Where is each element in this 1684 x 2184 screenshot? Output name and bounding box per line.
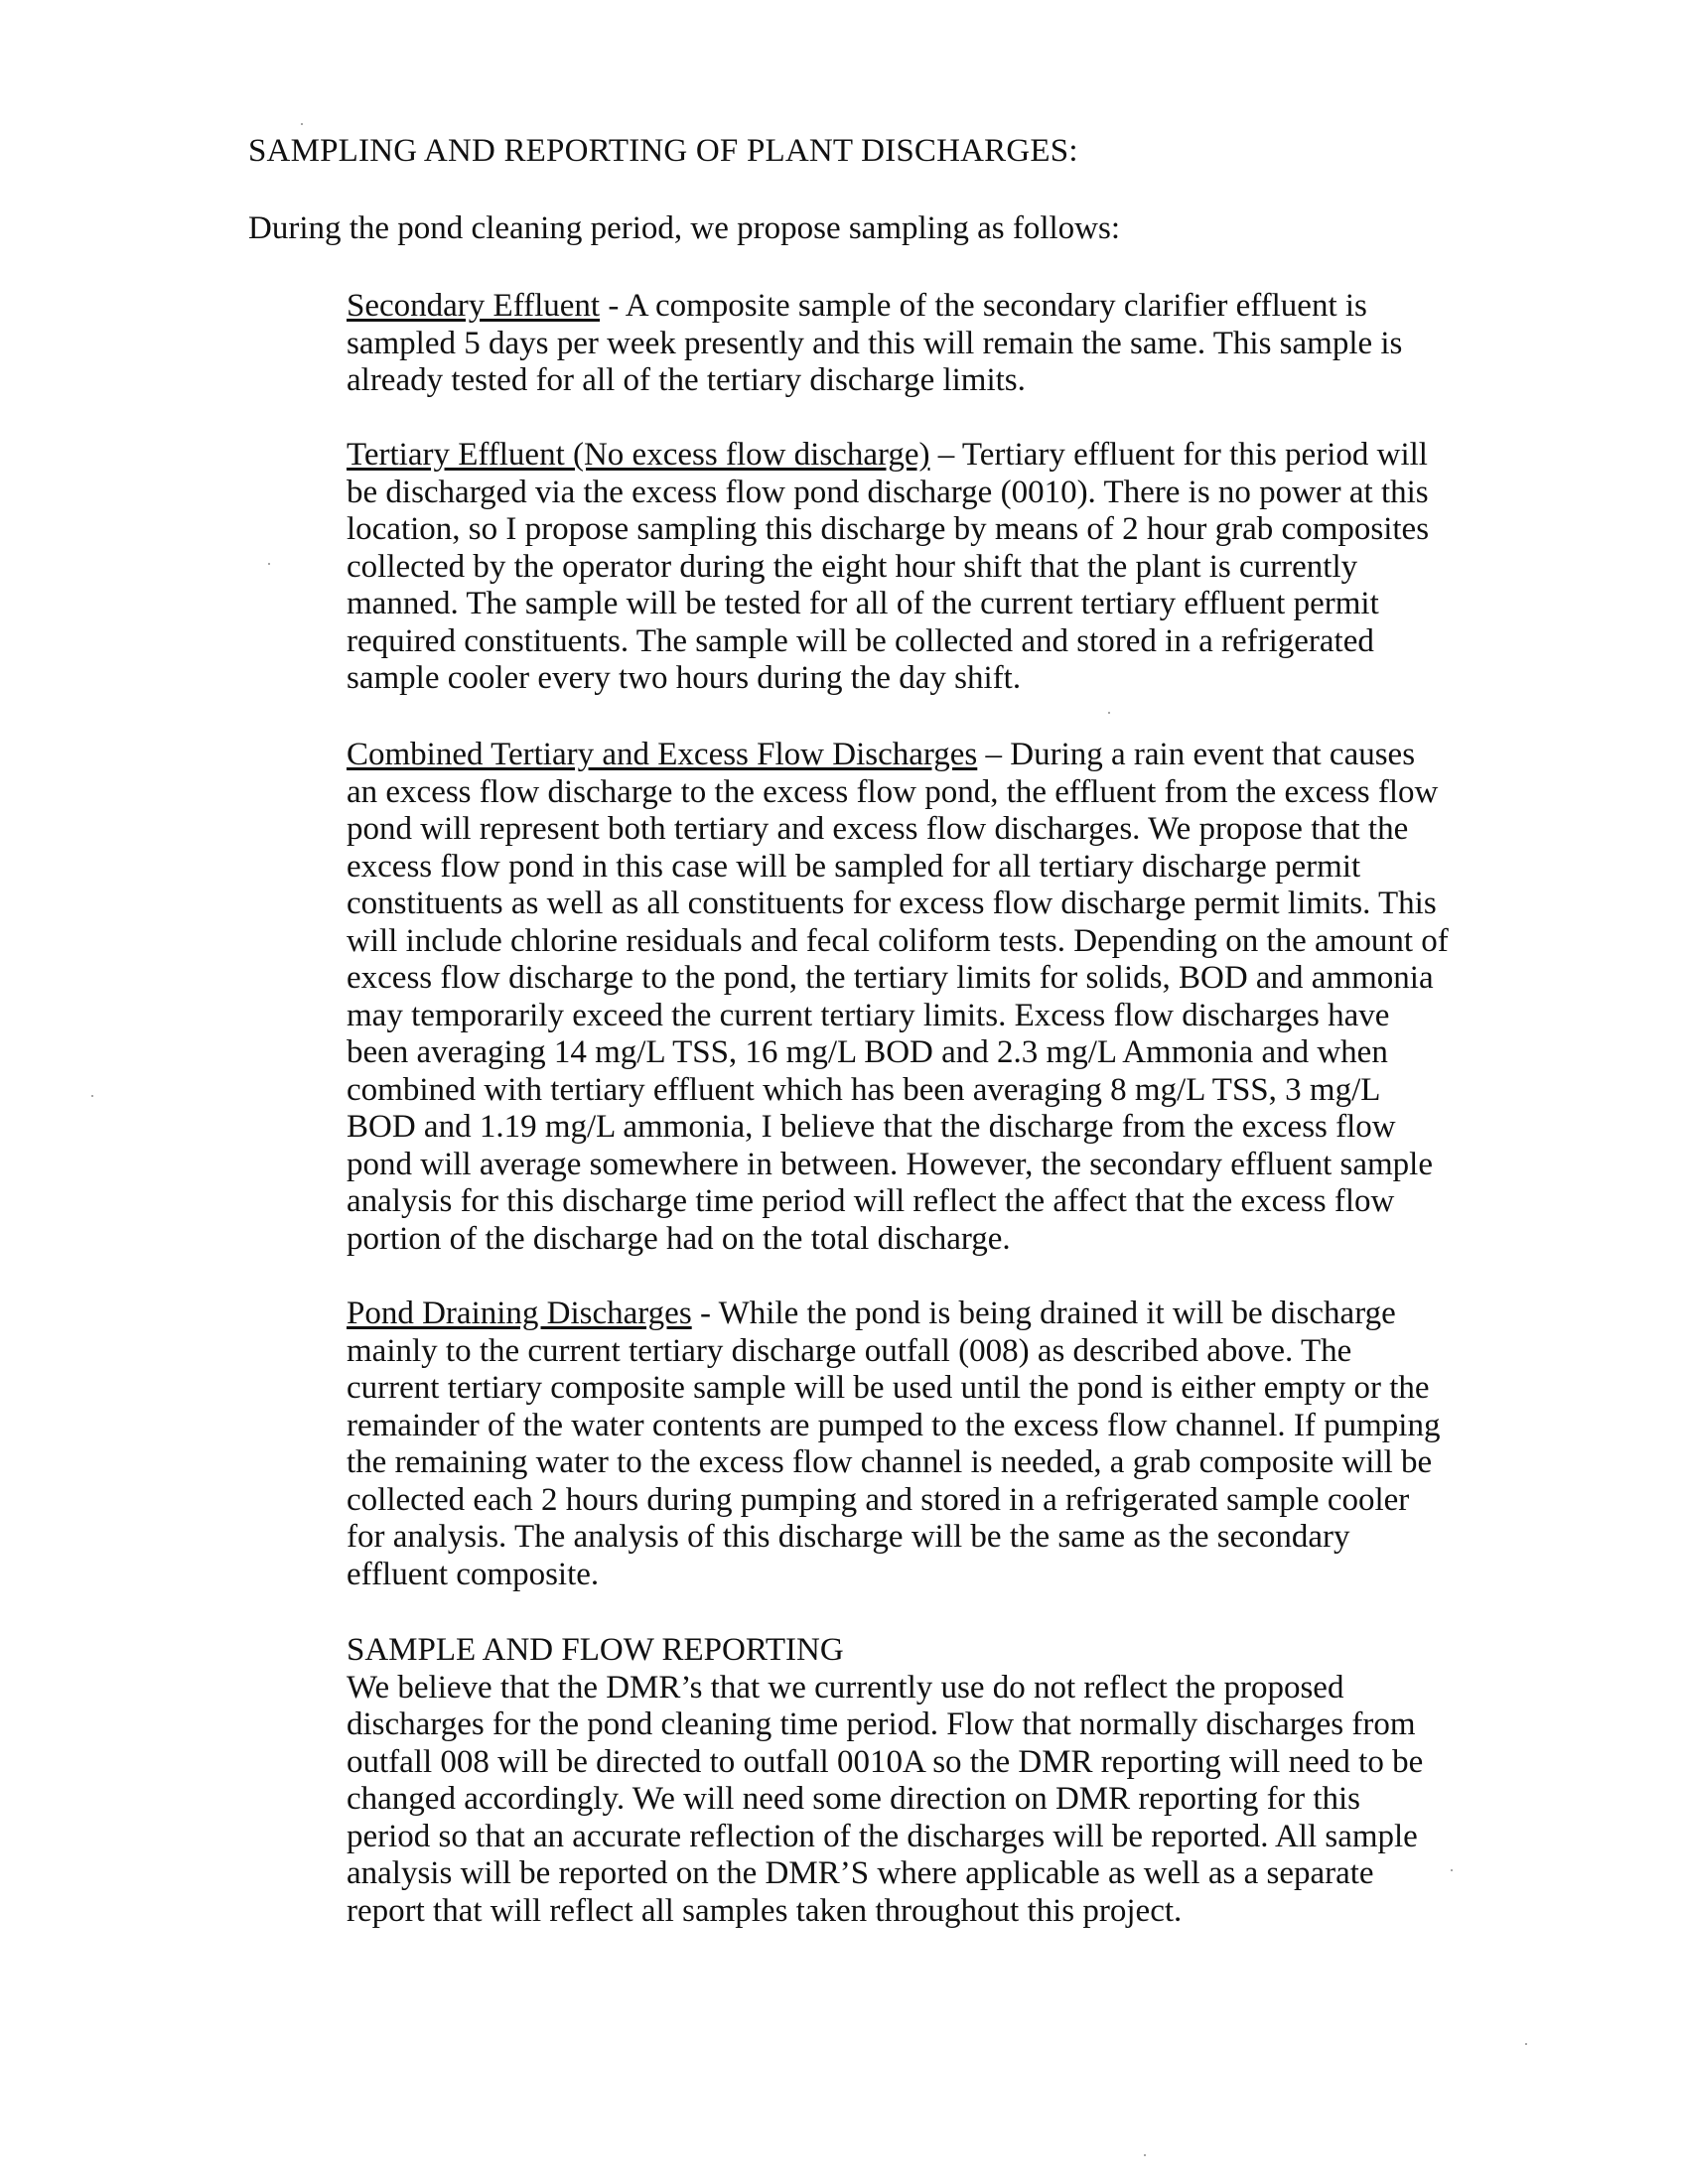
section-tertiary-effluent xyxy=(347,437,1449,698)
section-body: A composite sample of the secondary clarifier effluent is sampled 5 days per week presently and this will remain the same. This sample is already tested for all of the tertiary discharge limits. xyxy=(347,288,1403,398)
scan-speck xyxy=(1144,2154,1146,2156)
section-label: Combined Tertiary and Excess Flow Discharges xyxy=(347,737,978,772)
scan-speck xyxy=(1108,712,1110,714)
section-separator: - xyxy=(600,288,626,324)
scan-speck xyxy=(301,123,303,125)
reporting-heading: SAMPLE AND FLOW REPORTING xyxy=(347,1632,844,1668)
section-label: Pond Draining Discharges xyxy=(347,1296,692,1331)
section-label: Tertiary Effluent (No excess flow discharge) xyxy=(347,437,930,473)
reporting-body: We believe that the DMR’s that we currently use do not reflect the proposed discharges for the pond cleaning time period. Flow that normally discharges from outfall 008 will be directed to outfall 0010A so the DMR reporting will need to be changed accordingly. We will need some direction on DMR reporting for this period so that an accurate reflection of the discharges will be reported. All sample analysis will be reported on the DMR’S where applicable as well as a separate report that will reflect all samples taken throughout this project. xyxy=(347,1669,1424,1929)
page-heading: SAMPLING AND REPORTING OF PLANT DISCHARGES: xyxy=(248,133,1078,169)
scan-speck xyxy=(268,563,270,565)
section-label: Secondary Effluent xyxy=(347,288,601,324)
section-pond-draining xyxy=(347,1296,1449,1593)
scan-speck xyxy=(91,1095,93,1097)
scan-speck xyxy=(1451,1869,1453,1871)
section-body: During a rain event that causes an excess flow discharge to the excess flow pond, the effluent from the excess flow pond will represent both tertiary and excess flow discharges. We propose that the excess flow pond in this case will be sampled for all tertiary discharge permit constituents as well as all constituents for excess flow discharge permit limits. This will include chlorine residuals and fecal coliform tests. Depending on the amount of excess flow discharge to the pond, the tertiary limits for solids, BOD and ammonia may temporarily exceed the current tertiary limits. Excess flow discharges have been averaging 14 mg/L TSS, 16 mg/L BOD and 2.3 mg/L Ammonia and when combined with tertiary effluent which has been averaging 8 mg/L TSS, 3 mg/L BOD and 1.19 mg/L ammonia, I believe that the discharge from the excess flow pond will average somewhere in between. However, the secondary effluent sample analysis for this discharge time period will reflect the affect that the excess flow portion of the discharge had on the total discharge. xyxy=(347,737,1449,1257)
section-separator: – xyxy=(929,437,962,473)
section-combined-discharges xyxy=(347,737,1449,1258)
scan-speck xyxy=(1525,2043,1527,2045)
section-sample-flow-reporting xyxy=(347,1632,1449,1930)
section-separator: - xyxy=(691,1296,719,1331)
section-body: Tertiary effluent for this period will be discharged via the excess flow pond discharge (0010). There is no power at this location, so I propose sampling this discharge by means of 2 hour grab composites collected by the operator during the eight hour shift that the plant is currently manned. The sample will be tested for all of the current tertiary effluent permit required constituents. The sample will be collected and stored in a refrigerated sample cooler every two hours during the day shift. xyxy=(347,437,1430,696)
section-separator: – xyxy=(977,737,1011,772)
intro-paragraph: During the pond cleaning period, we propose sampling as follows: xyxy=(248,210,1120,246)
section-secondary-effluent xyxy=(347,288,1449,400)
section-body: While the pond is being drained it will be discharge mainly to the current tertiary discharge outfall (008) as described above. The current tertiary composite sample will be used until the pond is either empty or the remainder of the water contents are pumped to the excess flow channel. If pumping the remaining water to the excess flow channel is needed, a grab composite will be collected each 2 hours during pumping and stored in a refrigerated sample cooler for analysis. The analysis of this discharge will be the same as the secondary effluent composite. xyxy=(347,1296,1441,1592)
